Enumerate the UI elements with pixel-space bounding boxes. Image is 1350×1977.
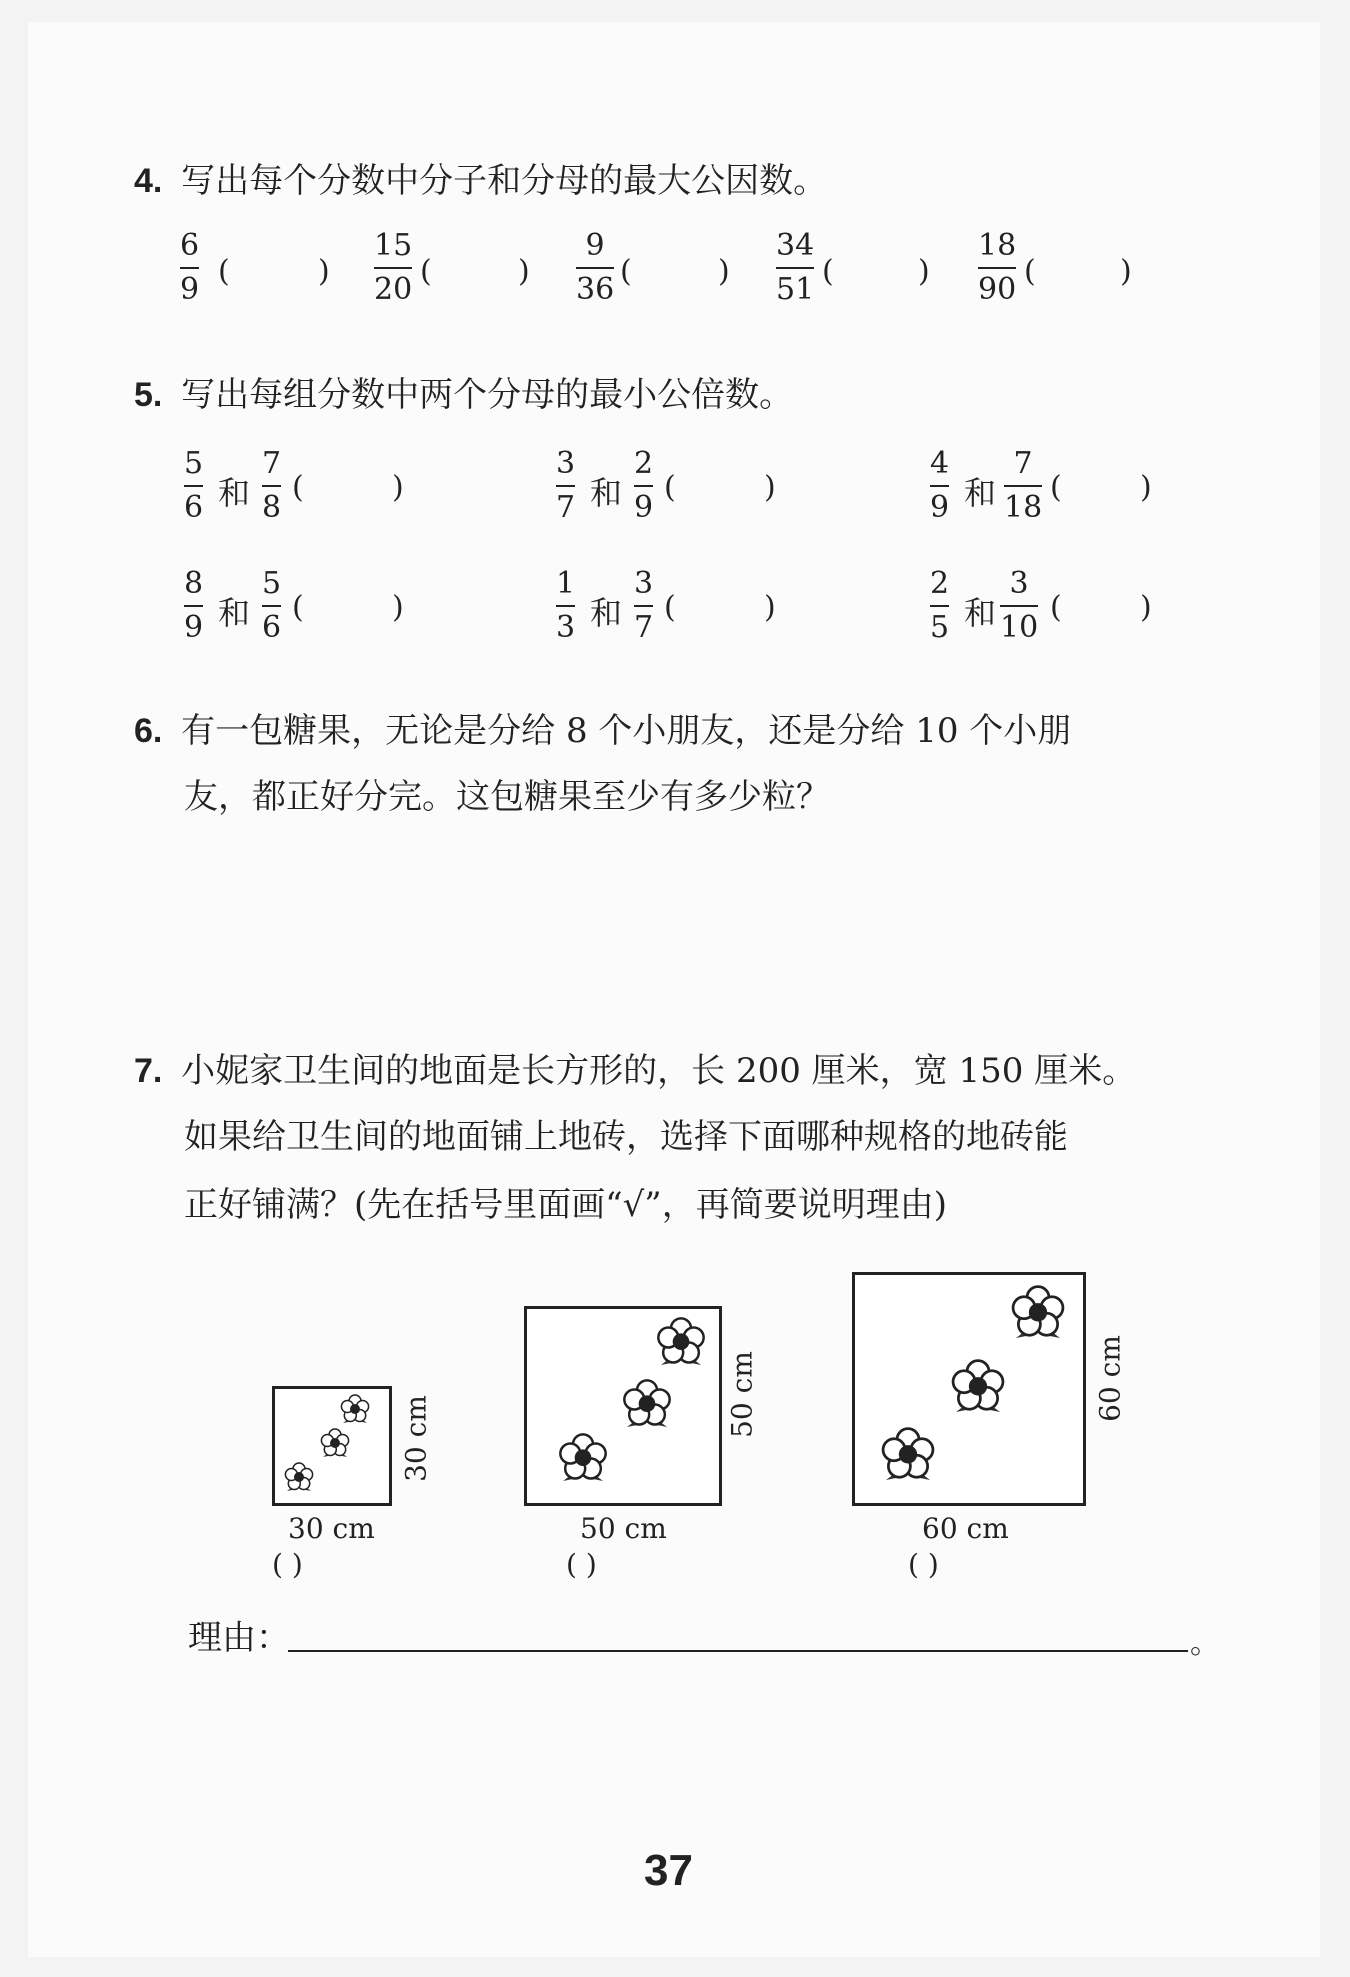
tile-width-label: 30 cm [288, 1512, 375, 1545]
numerator: 9 [585, 228, 605, 263]
flower-icon [281, 1461, 317, 1497]
answer-checkbox[interactable]: ( ) [566, 1548, 597, 1581]
flower-icon [317, 1427, 353, 1463]
numerator: 3 [1009, 566, 1029, 601]
fraction-bar [776, 267, 814, 269]
question-text: 写出每组分数中两个分母的最小公倍数。 [181, 375, 794, 415]
tile-width-label: 50 cm [580, 1512, 667, 1545]
numerator: 5 [262, 566, 282, 601]
question-text-line-3: 正好铺满？(先在括号里面画“√”，再简要说明理由) [184, 1185, 947, 1225]
fraction [184, 566, 203, 646]
answer-checkbox[interactable]: ( ) [272, 1548, 303, 1581]
numerator: 2 [930, 566, 950, 601]
answer-paren-close: ) [918, 254, 930, 289]
denominator: 9 [930, 490, 950, 525]
connector: 和 [218, 594, 251, 632]
numerator: 3 [634, 566, 654, 601]
connector: 和 [964, 474, 997, 512]
tile-60cm [852, 1272, 1086, 1506]
denominator: 8 [262, 490, 282, 525]
question-text-line-2: 如果给卫生间的地面铺上地砖，选择下面哪种规格的地砖能 [184, 1117, 1068, 1157]
numerator: 3 [556, 446, 576, 481]
page-number: 37 [644, 1846, 693, 1895]
fraction-bar [1004, 485, 1042, 487]
fraction-bar [978, 267, 1016, 269]
numerator: 1 [556, 566, 576, 601]
answer-paren-open: ( [218, 254, 230, 289]
fraction-bar [180, 267, 199, 269]
reason-answer-line[interactable] [288, 1650, 1188, 1652]
question-number: 7. [134, 1052, 163, 1090]
answer-paren-close: ) [764, 590, 776, 625]
answer-paren-open: ( [822, 254, 834, 289]
answer-paren-open: ( [292, 470, 304, 505]
denominator: 5 [930, 610, 950, 645]
answer-paren-close: ) [1140, 470, 1152, 505]
fraction [262, 566, 281, 646]
fraction [1000, 566, 1038, 646]
fraction [930, 566, 949, 646]
question-text-line-2: 友，都正好分完。这包糖果至少有多少粒？ [184, 777, 830, 817]
answer-paren-close: ) [318, 254, 330, 289]
denominator: 9 [184, 610, 204, 645]
denominator: 9 [180, 272, 200, 307]
answer-paren-close: ) [718, 254, 730, 289]
denominator: 7 [556, 490, 576, 525]
question-text: 写出每个分数中分子和分母的最大公因数。 [181, 161, 828, 201]
fraction-bar [634, 485, 653, 487]
fraction [634, 566, 653, 646]
denominator: 3 [556, 610, 576, 645]
numerator: 6 [180, 228, 200, 263]
answer-paren-close: ) [1120, 254, 1132, 289]
denominator: 36 [576, 272, 615, 307]
fraction [930, 446, 949, 526]
fraction [576, 228, 614, 308]
denominator: 90 [978, 272, 1017, 307]
fraction-bar [262, 605, 281, 607]
reason-label: 理由： [188, 1618, 290, 1658]
fraction [184, 446, 203, 526]
denominator: 9 [634, 490, 654, 525]
denominator: 20 [374, 272, 413, 307]
denominator: 6 [262, 610, 282, 645]
fraction-bar [930, 485, 949, 487]
fraction-bar [556, 605, 575, 607]
fraction-bar [930, 605, 949, 607]
worksheet-page [28, 22, 1320, 1957]
fraction-bar [184, 605, 203, 607]
numerator: 34 [776, 228, 815, 263]
flower-icon [945, 1357, 1011, 1423]
answer-paren-open: ( [1050, 470, 1062, 505]
tile-30cm [272, 1386, 392, 1506]
fraction [180, 228, 199, 308]
fraction [556, 566, 575, 646]
denominator: 6 [184, 490, 204, 525]
answer-paren-close: ) [1140, 590, 1152, 625]
numerator: 7 [1013, 446, 1033, 481]
fraction-bar [184, 485, 203, 487]
numerator: 5 [184, 446, 204, 481]
fraction-bar [374, 267, 412, 269]
denominator: 7 [634, 610, 654, 645]
answer-paren-open: ( [292, 590, 304, 625]
numerator: 7 [262, 446, 282, 481]
flower-icon [651, 1315, 711, 1375]
connector: 和 [218, 474, 251, 512]
answer-paren-close: ) [392, 470, 404, 505]
answer-paren-open: ( [1050, 590, 1062, 625]
fraction-bar [576, 267, 614, 269]
denominator: 18 [1004, 490, 1043, 525]
fraction [978, 228, 1016, 308]
numerator: 4 [930, 446, 950, 481]
flower-icon [617, 1377, 677, 1437]
question-text-line-1: 有一包糖果，无论是分给 8 个小朋友，还是分给 10 个小朋 [181, 711, 1072, 751]
answer-paren-close: ) [764, 470, 776, 505]
answer-paren-open: ( [664, 590, 676, 625]
tile-height-label: 50 cm [725, 1351, 759, 1438]
fraction [1004, 446, 1042, 526]
fraction [556, 446, 575, 526]
question-5 [134, 362, 793, 428]
denominator: 10 [1000, 610, 1039, 645]
fraction-bar [262, 485, 281, 487]
numerator: 18 [978, 228, 1017, 263]
question-text-line-1: 小妮家卫生间的地面是长方形的，长 200 厘米，宽 150 厘米。 [181, 1051, 1137, 1091]
answer-paren-open: ( [620, 254, 632, 289]
answer-paren-open: ( [1024, 254, 1036, 289]
flower-icon [1005, 1283, 1071, 1349]
connector: 和 [964, 594, 997, 632]
fraction [262, 446, 281, 526]
numerator: 8 [184, 566, 204, 601]
question-number: 6. [134, 712, 163, 750]
question-number: 4. [134, 162, 163, 200]
numerator: 15 [374, 228, 413, 263]
question-4 [134, 148, 827, 214]
denominator: 51 [776, 272, 815, 307]
flower-icon [553, 1431, 613, 1491]
tile-width-label: 60 cm [922, 1512, 1009, 1545]
fraction [634, 446, 653, 526]
question-7 [134, 1038, 1136, 1104]
flower-icon [875, 1425, 941, 1491]
numerator: 2 [634, 446, 654, 481]
fraction [776, 228, 814, 308]
fraction-bar [634, 605, 653, 607]
connector: 和 [590, 474, 623, 512]
question-number: 5. [134, 376, 163, 414]
answer-paren-close: ) [392, 590, 404, 625]
answer-checkbox[interactable]: ( ) [908, 1548, 939, 1581]
question-6 [134, 698, 1071, 764]
answer-paren-close: ) [518, 254, 530, 289]
tile-50cm [524, 1306, 722, 1506]
answer-paren-open: ( [664, 470, 676, 505]
answer-paren-open: ( [420, 254, 432, 289]
tile-height-label: 30 cm [399, 1395, 433, 1482]
reason-end-mark: 。 [1190, 1626, 1220, 1661]
fraction [374, 228, 412, 308]
tile-height-label: 60 cm [1093, 1335, 1127, 1422]
connector: 和 [590, 594, 623, 632]
fraction-bar [556, 485, 575, 487]
fraction-bar [1000, 605, 1038, 607]
flower-icon [337, 1393, 373, 1429]
